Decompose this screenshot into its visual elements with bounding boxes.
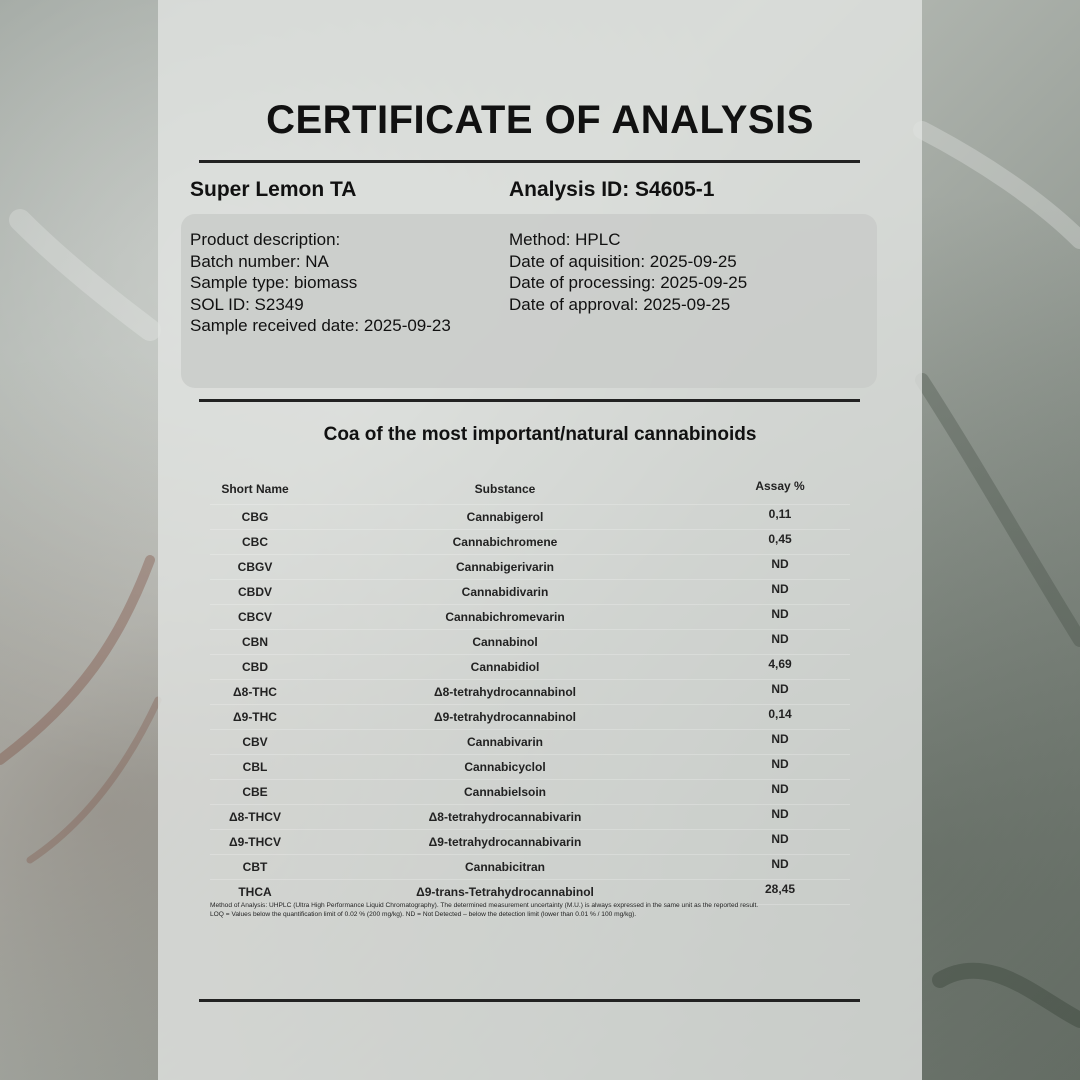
cell-assay: ND xyxy=(710,852,850,877)
cell-substance: Cannabidivarin xyxy=(300,580,710,605)
cell-assay: 28,45 xyxy=(710,877,850,902)
date-of-approval: Date of approval: 2025-09-25 xyxy=(509,294,731,314)
table-row xyxy=(210,880,850,905)
cell-substance: Δ9-trans-Tetrahydrocannabinol xyxy=(300,880,710,905)
analysis-info xyxy=(509,229,747,315)
cell-assay: ND xyxy=(710,777,850,802)
top-divider xyxy=(199,160,860,163)
sample-type: Sample type: biomass xyxy=(190,273,358,293)
cell-substance: Cannabigerivarin xyxy=(300,555,710,580)
cell-substance: Cannabichromevarin xyxy=(300,605,710,630)
cell-substance: Δ8-tetrahydrocannabivarin xyxy=(300,805,710,830)
header-assay: Assay % xyxy=(710,471,850,502)
cell-short-name: CBT xyxy=(210,855,300,880)
cell-substance: Cannabicitran xyxy=(300,855,710,880)
method: Method: HPLC xyxy=(509,230,621,249)
cell-assay: ND xyxy=(710,627,850,652)
cell-short-name: THCA xyxy=(210,880,300,905)
cell-short-name: CBDV xyxy=(210,580,300,605)
cell-short-name: CBCV xyxy=(210,605,300,630)
cell-short-name: CBGV xyxy=(210,555,300,580)
sample-received-date: Sample received date: 2025-09-23 xyxy=(190,316,451,336)
cell-short-name: Δ9-THC xyxy=(210,705,300,730)
cell-substance: Cannabicyclol xyxy=(300,755,710,780)
cell-substance: Cannabinol xyxy=(300,630,710,655)
cell-short-name: CBD xyxy=(210,655,300,680)
method-note-line: LOQ = Values below the quantification limit of 0.02 % (200 mg/kg). ND = Not Detected – below the detection limit (lower than 0.01 % / 100 mg/kg). xyxy=(210,910,637,918)
cell-short-name: CBV xyxy=(210,730,300,755)
middle-divider xyxy=(199,399,860,402)
cell-short-name: CBE xyxy=(210,780,300,805)
cell-substance: Cannabidiol xyxy=(300,655,710,680)
product-description: Product description: xyxy=(190,230,341,249)
cell-short-name: CBL xyxy=(210,755,300,780)
cell-assay: ND xyxy=(710,677,850,702)
date-of-acquisition: Date of aquisition: 2025-09-25 xyxy=(509,251,737,271)
cell-short-name: Δ8-THC xyxy=(210,680,300,705)
cell-assay: 4,69 xyxy=(710,652,850,677)
cell-assay: 0,14 xyxy=(710,702,850,727)
cell-short-name: CBG xyxy=(210,505,300,530)
table-header-row xyxy=(210,474,850,505)
sol-id: SOL ID: S2349 xyxy=(190,294,304,314)
cell-assay: ND xyxy=(710,552,850,577)
cell-assay: ND xyxy=(710,752,850,777)
table-body xyxy=(210,505,850,905)
cell-substance: Cannabichromene xyxy=(300,530,710,555)
header-substance: Substance xyxy=(300,474,710,505)
section-title: Coa of the most important/natural cannabinoids xyxy=(323,424,757,445)
batch-number: Batch number: NA xyxy=(190,251,329,271)
cell-short-name: CBC xyxy=(210,530,300,555)
sample-info xyxy=(190,229,451,337)
cell-substance: Cannabigerol xyxy=(300,505,710,530)
cell-substance: Cannabivarin xyxy=(300,730,710,755)
method-note xyxy=(210,902,850,919)
date-of-processing: Date of processing: 2025-09-25 xyxy=(509,273,748,293)
cell-substance: Δ9-tetrahydrocannabinol xyxy=(300,705,710,730)
cell-substance: Δ9-tetrahydrocannabivarin xyxy=(300,830,710,855)
cell-assay: 0,45 xyxy=(710,527,850,552)
cannabinoid-table xyxy=(210,474,850,905)
cell-assay: ND xyxy=(710,577,850,602)
cell-assay: ND xyxy=(710,827,850,852)
cell-substance: Δ8-tetrahydrocannabinol xyxy=(300,680,710,705)
cell-substance: Cannabielsoin xyxy=(300,780,710,805)
cell-assay: ND xyxy=(710,602,850,627)
cell-short-name: Δ8-THCV xyxy=(210,805,300,830)
cell-assay: ND xyxy=(710,802,850,827)
cell-assay: 0,11 xyxy=(710,502,850,527)
cell-short-name: CBN xyxy=(210,630,300,655)
method-note-line: Method of Analysis: UHPLC (Ultra High Performance Liquid Chromatography). The determined measurement uncertainty (M.U.) is always expressed in the same unit as the reported result. xyxy=(210,902,759,909)
cell-assay: ND xyxy=(710,727,850,752)
analysis-id: Analysis ID: S4605-1 xyxy=(509,178,715,201)
page-title: CERTIFICATE OF ANALYSIS xyxy=(266,98,814,142)
header-short-name: Short Name xyxy=(210,474,300,505)
bottom-divider xyxy=(199,999,860,1002)
product-name: Super Lemon TA xyxy=(190,178,357,201)
cell-short-name: Δ9-THCV xyxy=(210,830,300,855)
